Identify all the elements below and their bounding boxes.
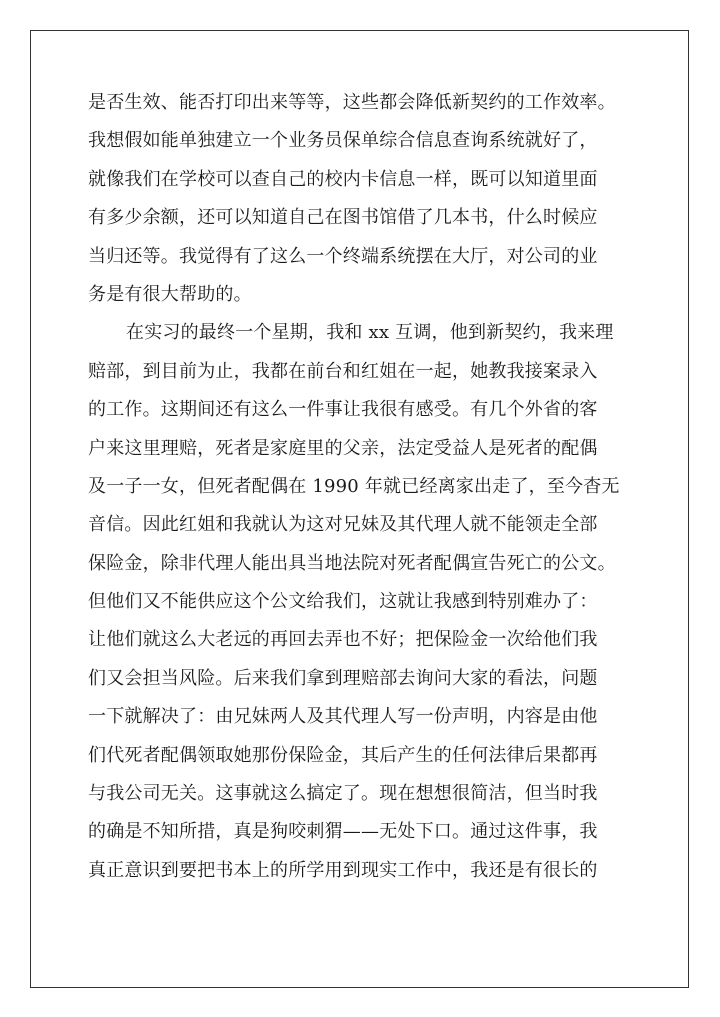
text-line: 与我公司无关。这事就这么搞定了。现在想想很简洁，但当时我 — [88, 783, 598, 805]
text-line: 们又会担当风险。后来我们拿到理赔部去询问大家的看法，问题 — [88, 667, 598, 689]
text-line: 有多少余额，还可以知道自己在图书馆借了几本书，什么时候应 — [88, 207, 598, 229]
text-line: 就像我们在学校可以查自己的校内卡信息一样，既可以知道里面 — [88, 168, 598, 190]
text-line: 是否生效、能否打印出来等等，这些都会降低新契约的工作效率。 — [88, 92, 616, 113]
text-line: 让他们就这么大老远的再回去弄也不好；把保险金一次给他们我 — [88, 629, 598, 651]
text-line: 音信。因此红姐和我就认为这对兄妹及其代理人就不能领走全部 — [88, 514, 598, 536]
text-line: 户来这里理赔，死者是家庭里的父亲，法定受益人是死者的配偶 — [88, 437, 598, 459]
text-line: 及一子一女，但死者配偶在 1990 年就已经离家出走了，至今杳无 — [88, 475, 620, 497]
text-line: 们代死者配偶领取她那份保险金，其后产生的任何法律后果都再 — [88, 744, 598, 766]
document-body — [88, 84, 636, 890]
text-line: 的工作。这期间还有这么一件事让我很有感受。有几个外省的客 — [88, 399, 598, 421]
text-line: 当归还等。我觉得有了这么一个终端系统摆在大厅，对公司的业 — [88, 245, 598, 267]
text-line: 但他们又不能供应这个公文给我们，这就让我感到特别难办了： — [88, 591, 598, 613]
text-line: 的确是不知所措，真是狗咬刺猬——无处下口。通过这件事，我 — [88, 821, 598, 843]
text-line: 赔部，到目前为止，我都在前台和红姐在一起，她教我接案录入 — [88, 360, 598, 382]
text-line: 一下就解决了：由兄妹两人及其代理人写一份声明，内容是由他 — [88, 706, 598, 728]
text-line: 务是有很大帮助的。 — [88, 283, 252, 305]
text-line: 保险金，除非代理人能出具当地法院对死者配偶宣告死亡的公文。 — [88, 552, 616, 574]
text-line: 真正意识到要把书本上的所学用到现实工作中，我还是有很长的 — [88, 859, 598, 881]
paragraph-first-line: 在实习的最终一个星期，我和 xx 互调，他到新契约，我来理 — [126, 322, 614, 344]
text-line: 我想假如能单独建立一个业务员保单综合信息查询系统就好了， — [88, 130, 598, 152]
